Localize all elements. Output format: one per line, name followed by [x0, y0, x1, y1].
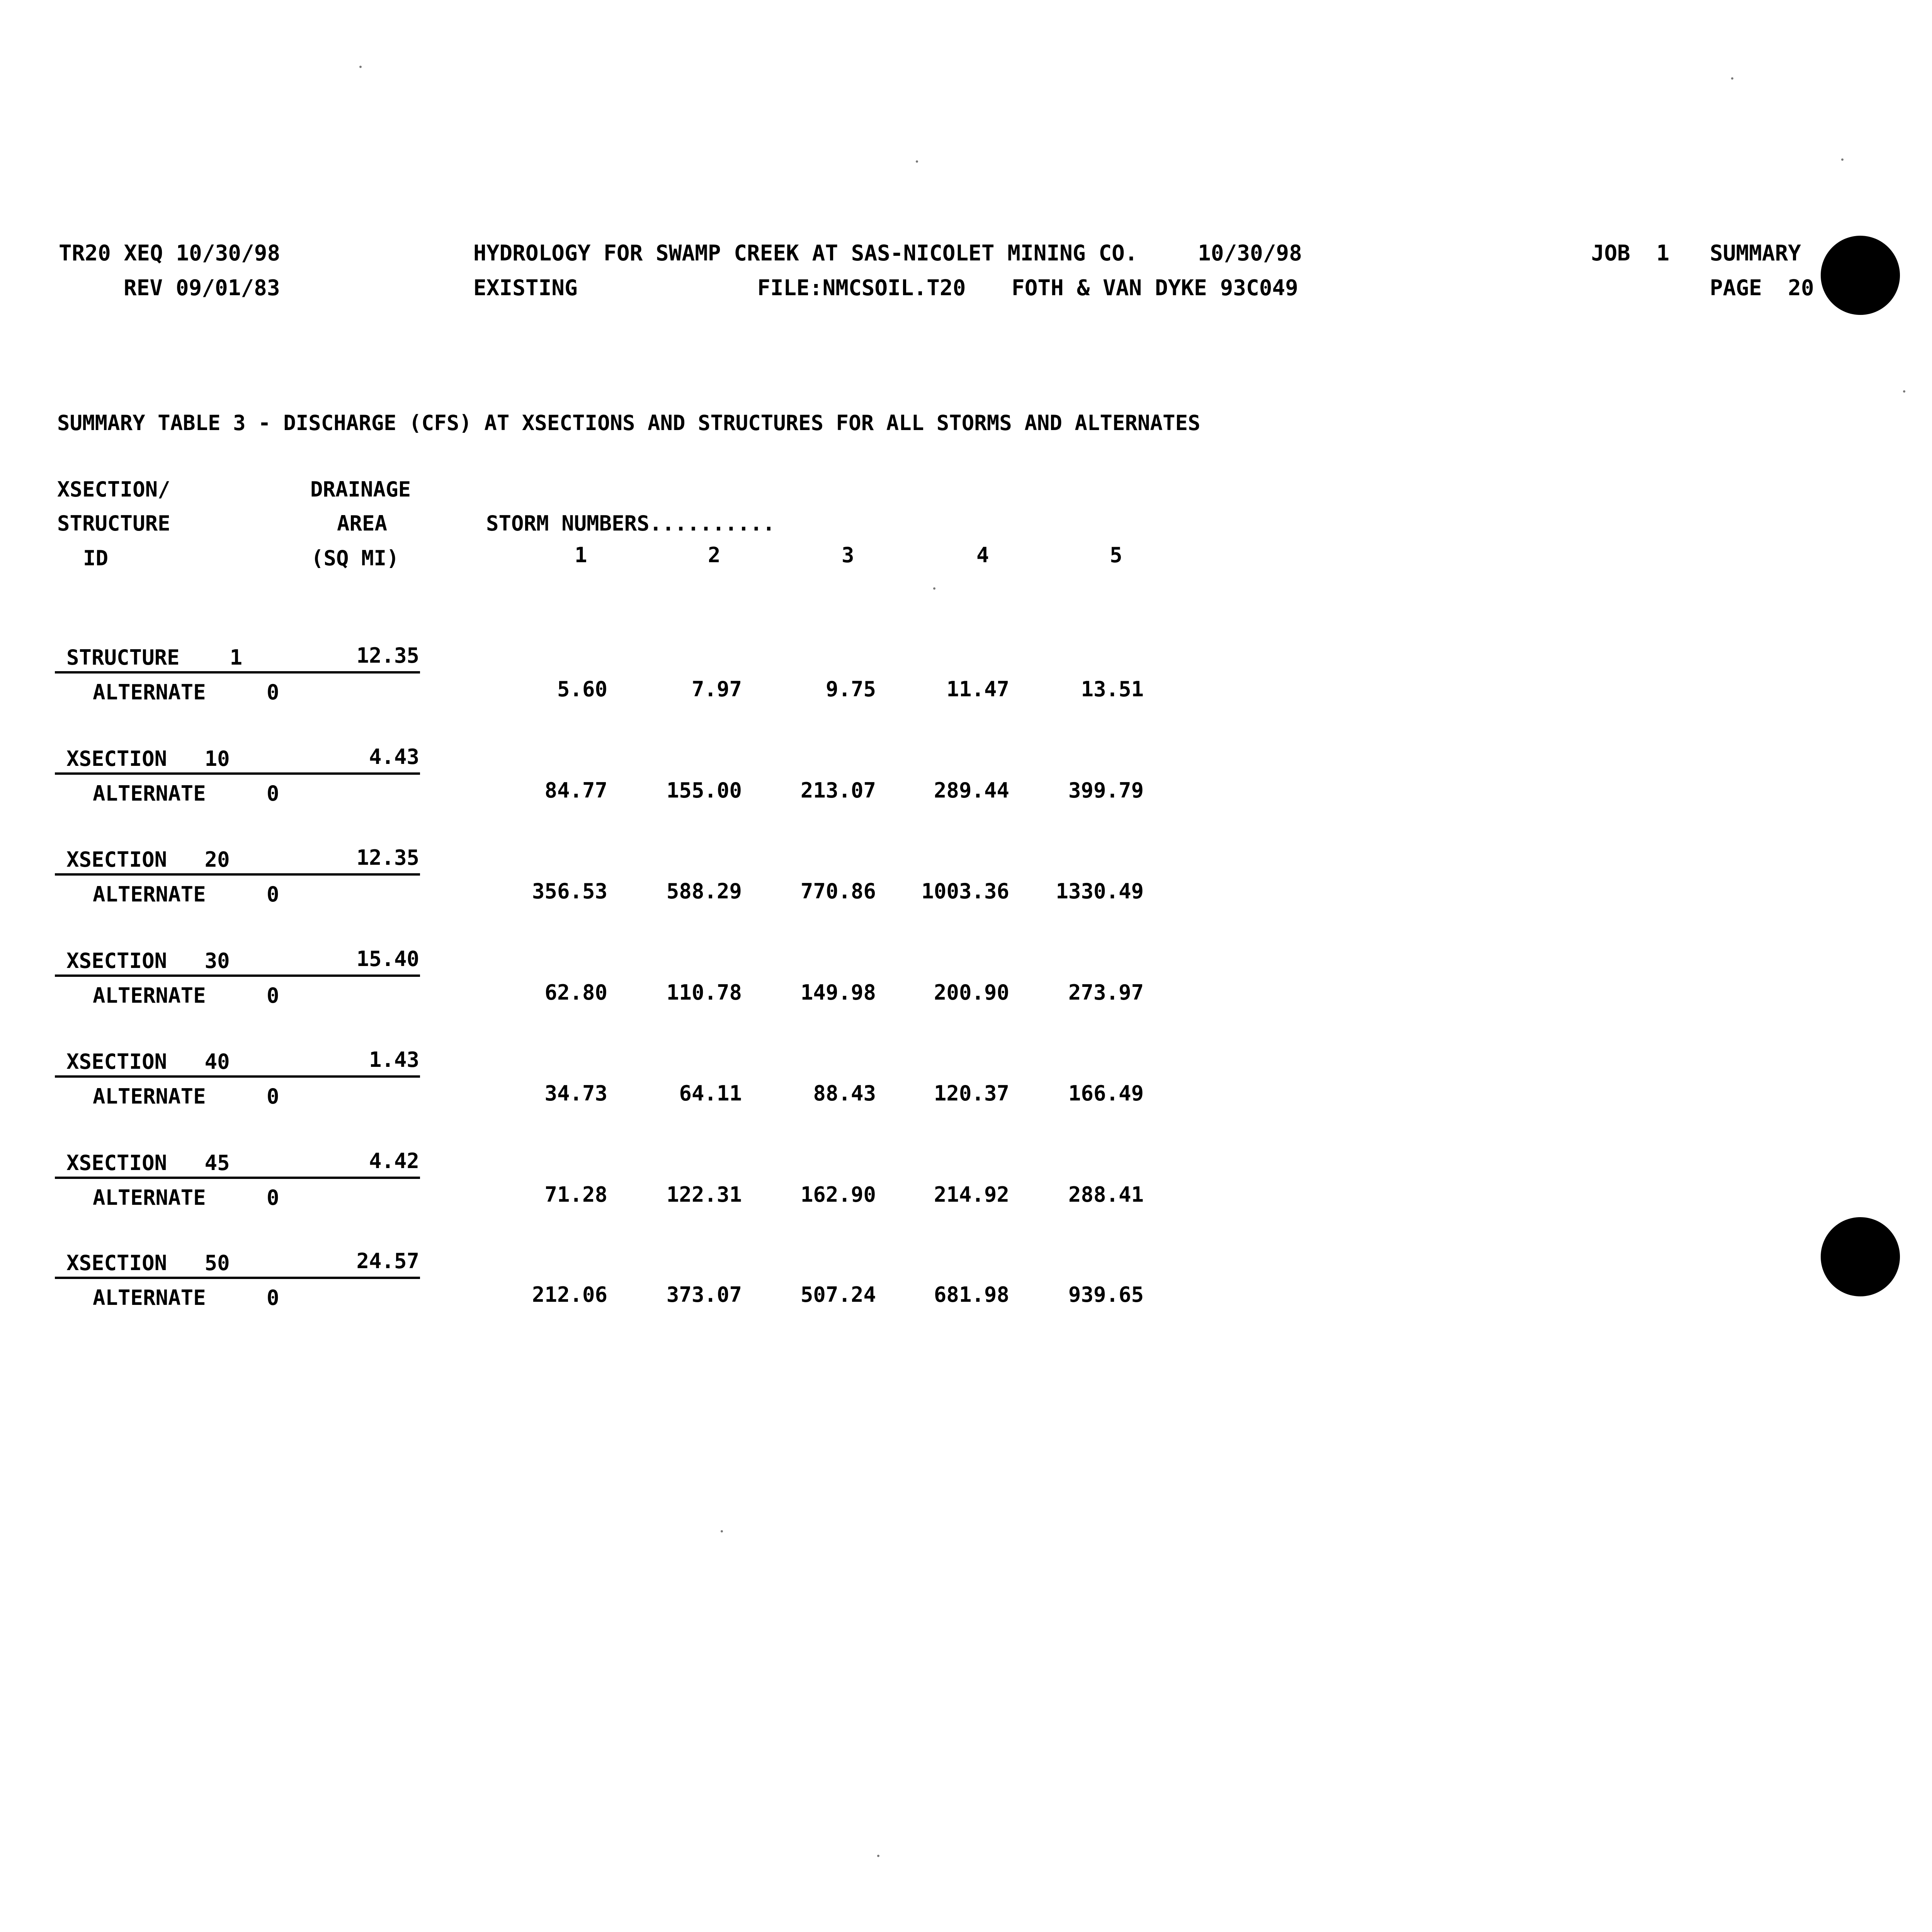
col-area-line3: (SQ MI) [311, 546, 399, 570]
row-id: XSECTION 20 [66, 847, 230, 872]
program-version: TR20 XEQ 10/30/98 [59, 241, 281, 266]
scan-speck [721, 1530, 723, 1532]
row-alternate-label: ALTERNATE [93, 1185, 206, 1210]
storm-number-header: 4 [976, 543, 989, 567]
row-id: STRUCTURE 1 [66, 645, 243, 670]
discharge-value-storm-5: 288.41 [1068, 1182, 1144, 1207]
discharge-value-storm-1: 84.77 [544, 778, 607, 803]
row-alternate-number: 0 [267, 983, 279, 1008]
row-drainage-area: 1.43 [369, 1048, 419, 1072]
title-date: 10/30/98 [1198, 241, 1302, 266]
discharge-value-storm-2: 588.29 [666, 879, 742, 903]
col-area-line2: AREA [337, 511, 388, 536]
row-underline [55, 1277, 420, 1279]
row-underline [55, 873, 420, 876]
discharge-value-storm-2: 122.31 [666, 1182, 742, 1207]
scan-speck [877, 1855, 879, 1857]
storm-numbers-header: STORM NUMBERS.......... [486, 511, 775, 536]
row-id: XSECTION 50 [66, 1251, 230, 1275]
binder-hole-top [1821, 236, 1900, 315]
row-alternate-label: ALTERNATE [93, 882, 206, 906]
discharge-value-storm-3: 162.90 [800, 1182, 876, 1207]
row-drainage-area: 24.57 [356, 1249, 419, 1273]
discharge-value-storm-3: 213.07 [800, 778, 876, 803]
storm-number-header: 1 [575, 543, 587, 567]
storm-number-header: 3 [842, 543, 854, 567]
discharge-value-storm-1: 71.28 [544, 1182, 607, 1207]
row-drainage-area: 15.40 [356, 947, 419, 971]
discharge-value-storm-4: 200.90 [934, 980, 1009, 1005]
scan-speck [1903, 390, 1905, 393]
discharge-value-storm-1: 62.80 [544, 980, 607, 1005]
discharge-value-storm-5: 1330.49 [1056, 879, 1144, 903]
file-name: FILE:NMCSOIL.T20 [757, 276, 966, 301]
discharge-value-storm-1: 356.53 [532, 879, 607, 903]
row-id: XSECTION 10 [66, 747, 230, 771]
row-drainage-area: 12.35 [356, 845, 419, 870]
col-id-line2: STRUCTURE [57, 511, 170, 536]
discharge-value-storm-2: 110.78 [666, 980, 742, 1005]
row-alternate-number: 0 [267, 680, 279, 704]
row-underline [55, 1075, 420, 1078]
storm-number-header: 5 [1110, 543, 1122, 567]
discharge-value-storm-4: 681.98 [934, 1282, 1009, 1307]
discharge-value-storm-4: 120.37 [934, 1081, 1009, 1105]
summary-label: SUMMARY [1710, 241, 1801, 266]
discharge-value-storm-4: 1003.36 [921, 879, 1009, 903]
row-underline [55, 975, 420, 977]
discharge-value-storm-3: 9.75 [825, 677, 876, 701]
discharge-value-storm-5: 939.65 [1068, 1282, 1144, 1307]
row-alternate-label: ALTERNATE [93, 1286, 206, 1310]
discharge-value-storm-4: 11.47 [946, 677, 1009, 701]
condition-label: EXISTING [473, 276, 578, 301]
discharge-value-storm-3: 507.24 [800, 1282, 876, 1307]
row-id: XSECTION 45 [66, 1151, 230, 1175]
discharge-value-storm-5: 399.79 [1068, 778, 1144, 803]
discharge-value-storm-5: 166.49 [1068, 1081, 1144, 1105]
row-drainage-area: 12.35 [356, 643, 419, 668]
discharge-value-storm-2: 155.00 [666, 778, 742, 803]
row-alternate-number: 0 [267, 882, 279, 906]
scan-speck [1731, 77, 1733, 80]
row-alternate-number: 0 [267, 781, 279, 806]
row-underline [55, 772, 420, 775]
discharge-value-storm-3: 770.86 [800, 879, 876, 903]
row-alternate-number: 0 [267, 1084, 279, 1109]
discharge-value-storm-4: 289.44 [934, 778, 1009, 803]
page-number: PAGE 20 [1710, 276, 1814, 301]
col-area-line1: DRAINAGE [310, 477, 411, 502]
discharge-value-storm-1: 5.60 [557, 677, 607, 701]
table-caption: SUMMARY TABLE 3 - DISCHARGE (CFS) AT XSECTIONS AND STRUCTURES FOR ALL STORMS AND ALTERNATES [57, 411, 1201, 435]
discharge-value-storm-2: 373.07 [666, 1282, 742, 1307]
discharge-value-storm-5: 13.51 [1081, 677, 1144, 701]
row-underline [55, 671, 420, 673]
revision-date: REV 09/01/83 [124, 276, 280, 301]
col-id-line1: XSECTION/ [57, 477, 170, 502]
discharge-value-storm-3: 88.43 [813, 1081, 876, 1105]
report-title: HYDROLOGY FOR SWAMP CREEK AT SAS-NICOLET MINING CO. [473, 241, 1138, 266]
row-alternate-label: ALTERNATE [93, 781, 206, 806]
discharge-value-storm-2: 64.11 [679, 1081, 742, 1105]
row-id: XSECTION 30 [66, 949, 230, 973]
row-underline [55, 1177, 420, 1179]
discharge-value-storm-1: 212.06 [532, 1282, 607, 1307]
row-alternate-number: 0 [267, 1185, 279, 1210]
discharge-value-storm-5: 273.97 [1068, 980, 1144, 1005]
scan-speck [916, 160, 918, 163]
discharge-value-storm-1: 34.73 [544, 1081, 607, 1105]
col-id-line3: ID [83, 546, 109, 570]
row-drainage-area: 4.42 [369, 1149, 419, 1173]
firm-name: FOTH & VAN DYKE 93C049 [1012, 276, 1298, 301]
scan-speck [359, 66, 362, 68]
row-drainage-area: 4.43 [369, 745, 419, 769]
binder-hole-middle [1821, 1217, 1900, 1296]
storm-number-header: 2 [708, 543, 721, 567]
row-alternate-label: ALTERNATE [93, 983, 206, 1008]
row-id: XSECTION 40 [66, 1049, 230, 1074]
job-number: JOB 1 [1591, 241, 1670, 266]
row-alternate-label: ALTERNATE [93, 1084, 206, 1109]
discharge-value-storm-3: 149.98 [800, 980, 876, 1005]
scan-speck [933, 587, 935, 590]
discharge-value-storm-4: 214.92 [934, 1182, 1009, 1207]
discharge-value-storm-2: 7.97 [691, 677, 742, 701]
row-alternate-label: ALTERNATE [93, 680, 206, 704]
row-alternate-number: 0 [267, 1286, 279, 1310]
scan-speck [1841, 158, 1844, 161]
